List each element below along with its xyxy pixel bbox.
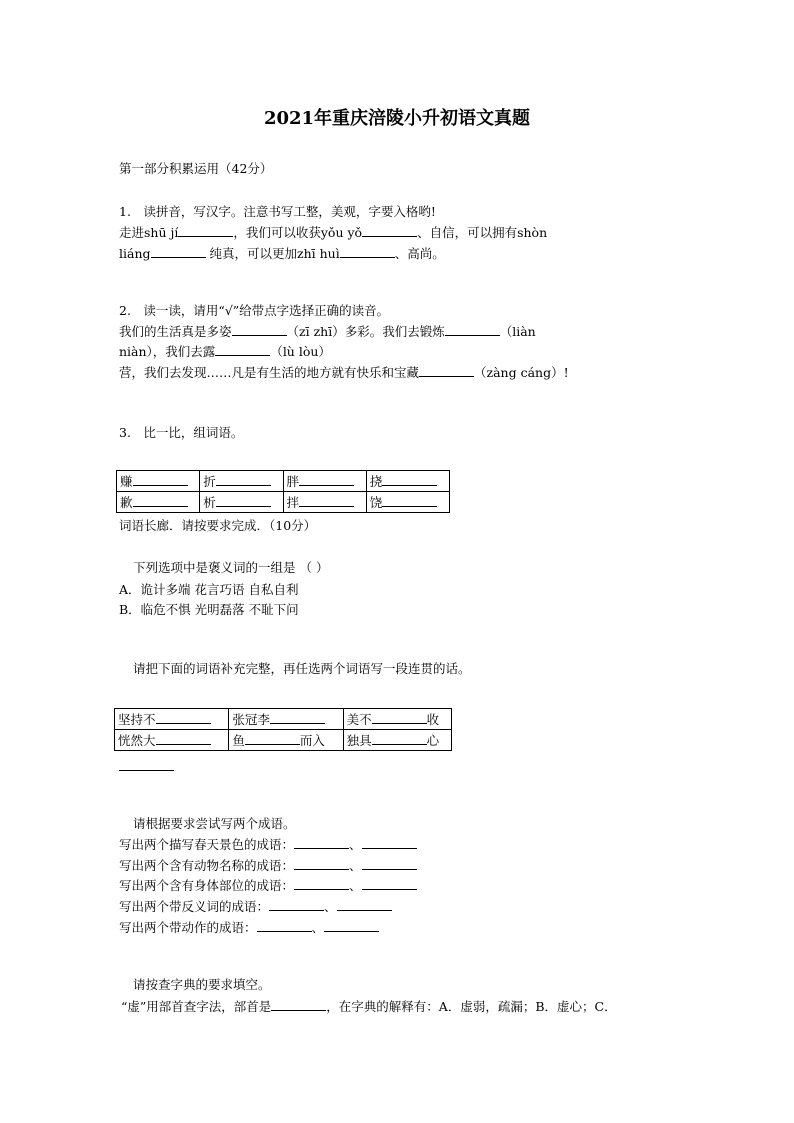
q1-text: 、自信，可以拥有shòn — [417, 225, 548, 240]
q2-text: （liàn — [499, 324, 536, 339]
q2-text: 营，我们去发现……凡是有生活的地方就有快乐和宝藏 — [119, 365, 420, 380]
q2-text: niàn），我们去露 — [119, 344, 216, 359]
table-cell[interactable] — [366, 471, 449, 492]
answer-blank[interactable] — [372, 711, 427, 724]
table-row — [115, 709, 452, 730]
answer-blank[interactable] — [215, 343, 270, 356]
idiom-row — [119, 857, 417, 875]
table-cell[interactable] — [117, 492, 200, 513]
q2-text: （lù lòu） — [270, 344, 331, 359]
idiom-row — [119, 919, 379, 937]
answer-blank[interactable] — [299, 494, 354, 507]
answer-blank[interactable] — [445, 323, 500, 336]
separator: 、 — [349, 837, 362, 852]
answer-blank[interactable] — [133, 494, 188, 507]
idiom-prompt: 写出两个含有身体部位的成语： — [119, 878, 295, 893]
answer-blank[interactable] — [269, 898, 324, 911]
answer-blank[interactable] — [340, 245, 395, 258]
q2-text: （zàng cáng）! — [474, 365, 569, 380]
table-cell[interactable] — [115, 709, 229, 730]
cell-text: 恍然大 — [118, 733, 156, 748]
q1-text: ，我们可以收获yǒu yǒ — [233, 225, 363, 240]
complete-heading: 请把下面的词语补充完整，再任选两个词语写一段连贯的话。 — [133, 661, 471, 676]
cell-char: 歉 — [120, 495, 133, 510]
cell-char: 饶 — [369, 495, 383, 510]
separator: 、 — [324, 899, 337, 914]
ciyu-heading: 词语长廊．请按要求完成．（10分） — [119, 518, 317, 533]
separator: 、 — [311, 920, 325, 935]
table-cell[interactable] — [200, 492, 283, 513]
page-title: 2021年重庆涪陵小升初语文真题 — [263, 108, 531, 129]
idioms-heading: 请根据要求尝试写两个成语。 — [133, 816, 296, 831]
table-row — [115, 730, 452, 751]
answer-blank[interactable] — [362, 877, 417, 890]
q2-text: （zī zhī）多彩。我们去锻炼 — [286, 324, 445, 339]
table-cell[interactable] — [229, 730, 343, 751]
cell-text: 独具 — [346, 733, 372, 748]
idiom-row — [119, 836, 417, 854]
cell-text: 心 — [426, 733, 440, 748]
cell-text: 收 — [426, 712, 440, 727]
q1-text: liáng — [119, 246, 151, 261]
idiom-prompt: 写出两个含有动物名称的成语： — [119, 858, 295, 873]
q1-text: 走进shū jí — [119, 225, 179, 240]
answer-blank[interactable] — [151, 245, 206, 258]
q2-heading: 2. 读一读，请用“√”给带点字选择正确的读音。 — [119, 303, 390, 318]
table-cell[interactable] — [229, 709, 343, 730]
q1-line2 — [119, 224, 547, 242]
answer-blank[interactable] — [382, 494, 437, 507]
answer-blank[interactable] — [372, 732, 427, 745]
table-row — [117, 492, 450, 513]
answer-blank[interactable] — [271, 998, 326, 1011]
paragraph-blank-line[interactable] — [119, 758, 174, 776]
table-cell[interactable] — [283, 471, 366, 492]
q1-line3 — [119, 245, 445, 263]
table-cell[interactable] — [200, 471, 283, 492]
table-cell[interactable] — [343, 730, 451, 751]
answer-blank[interactable] — [270, 711, 325, 724]
answer-blank[interactable] — [216, 494, 271, 507]
idiom-prompt: 写出两个带反义词的成语： — [119, 899, 270, 914]
cell-text: 美不 — [346, 712, 372, 727]
answer-blank[interactable] — [232, 323, 287, 336]
answer-blank[interactable] — [419, 364, 474, 377]
cell-char: 析 — [203, 495, 216, 510]
idiom-row — [119, 877, 417, 895]
q2-line4 — [119, 364, 569, 382]
answer-blank[interactable] — [216, 473, 271, 486]
answer-blank[interactable] — [294, 857, 349, 870]
table-row — [117, 471, 450, 492]
cell-char: 折 — [203, 474, 216, 489]
q1-heading: 1. 读拼音，写汉字。注意书写工整，美观，字要入格哟! — [119, 204, 436, 219]
q1-text: 纯真，可以更加zhī huì — [205, 246, 340, 261]
table-cell[interactable] — [283, 492, 366, 513]
answer-blank[interactable] — [294, 877, 349, 890]
ciyu-question: 下列选项中是褒义词的一组是 （ ） — [133, 560, 329, 575]
option-a[interactable]: A．诡计多端 花言巧语 自私自利 — [119, 582, 299, 597]
answer-blank[interactable] — [362, 857, 417, 870]
dict-line — [121, 998, 617, 1016]
idiom-prompt: 写出两个描写春天景色的成语： — [119, 837, 295, 852]
answer-blank[interactable] — [324, 919, 379, 932]
table-cell[interactable] — [115, 730, 229, 751]
answer-blank[interactable] — [119, 758, 174, 771]
q3-heading: 3. 比一比，组词语。 — [119, 425, 244, 440]
separator: 、 — [349, 878, 362, 893]
idiom-prompt: 写出两个带动作的成语： — [119, 920, 257, 935]
idiom-row — [119, 898, 392, 916]
q2-line2 — [119, 323, 536, 341]
answer-blank[interactable] — [156, 711, 211, 724]
cell-text: 张冠李 — [232, 712, 270, 727]
dict-text: “虚”用部首查字法，部首是 — [121, 999, 272, 1014]
cell-char: 赚 — [120, 474, 133, 489]
answer-blank[interactable] — [362, 836, 417, 849]
q2-line3 — [119, 343, 331, 361]
section-heading: 第一部分积累运用（42分） — [119, 161, 273, 176]
cell-text: 鱼 — [232, 733, 245, 748]
cell-char: 胖 — [286, 474, 300, 489]
table-cell[interactable] — [117, 471, 200, 492]
answer-blank[interactable] — [337, 898, 392, 911]
answer-blank[interactable] — [382, 473, 437, 486]
dict-heading: 请按查字典的要求填空。 — [133, 977, 271, 992]
table-cell[interactable] — [343, 709, 451, 730]
compare-table — [116, 470, 450, 513]
q2-text: 我们的生活真是多姿 — [119, 324, 232, 339]
cell-text: 而入 — [299, 733, 325, 748]
answer-blank[interactable] — [133, 473, 188, 486]
answer-blank[interactable] — [299, 473, 354, 486]
answer-blank[interactable] — [362, 224, 417, 237]
answer-blank[interactable] — [178, 224, 233, 237]
dict-text: ，在字典的解释有：A．虚弱，疏漏；B．虚心；C． — [326, 999, 617, 1014]
cell-text: 坚持不 — [118, 712, 156, 727]
cell-char: 拌 — [286, 495, 300, 510]
answer-blank[interactable] — [245, 732, 300, 745]
option-b[interactable]: B．临危不惧 光明磊落 不耻下问 — [119, 602, 299, 617]
answer-blank[interactable] — [294, 836, 349, 849]
answer-blank[interactable] — [156, 732, 211, 745]
table-cell[interactable] — [366, 492, 449, 513]
q1-text: 、高尚。 — [394, 246, 445, 261]
cell-char: 挠 — [369, 474, 383, 489]
answer-blank[interactable] — [257, 919, 312, 932]
separator: 、 — [349, 858, 362, 873]
complete-table — [114, 708, 452, 751]
